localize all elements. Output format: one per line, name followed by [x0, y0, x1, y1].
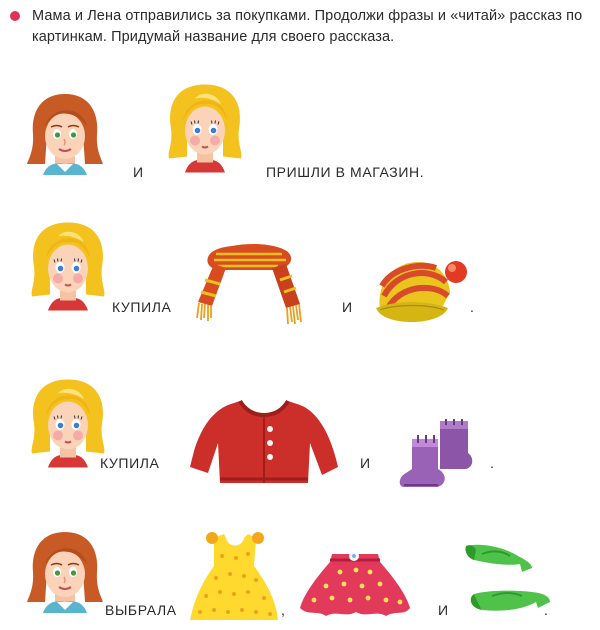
bullet-icon	[10, 11, 20, 21]
lena-face-icon	[165, 80, 245, 175]
row3-verb: КУПИЛА	[100, 455, 160, 471]
row3-and: И	[360, 455, 371, 471]
row4-dot: .	[544, 602, 549, 618]
row4-and: И	[438, 602, 449, 618]
mama-face-icon	[25, 90, 105, 175]
sweater-icon	[188, 395, 340, 490]
booties-icon	[396, 415, 476, 490]
lena-face-icon	[28, 218, 108, 313]
row1-and: И	[133, 164, 144, 180]
row2-and: И	[342, 299, 353, 315]
row2-verb: КУПИЛА	[112, 299, 172, 315]
dress-icon	[186, 530, 281, 625]
shoes-icon	[462, 538, 554, 620]
row3-dot: .	[490, 455, 495, 471]
knit-hat-icon	[372, 252, 470, 324]
lena-face-icon	[28, 375, 108, 470]
row4-comma: ,	[281, 602, 286, 618]
row4-verb: ВЫБРАЛА	[105, 602, 177, 618]
scarf-icon	[192, 240, 310, 330]
row2-dot: .	[470, 299, 475, 315]
skirt-icon	[296, 548, 414, 618]
row1-phrase: ПРИШЛИ В МАГАЗИН.	[266, 164, 425, 180]
mama-face-icon	[25, 528, 105, 613]
task-text: Мама и Лена отправились за покупками. Продолжи фразы и «читай» рассказ по картинкам. Придумай название для своего рассказа.	[32, 8, 583, 45]
